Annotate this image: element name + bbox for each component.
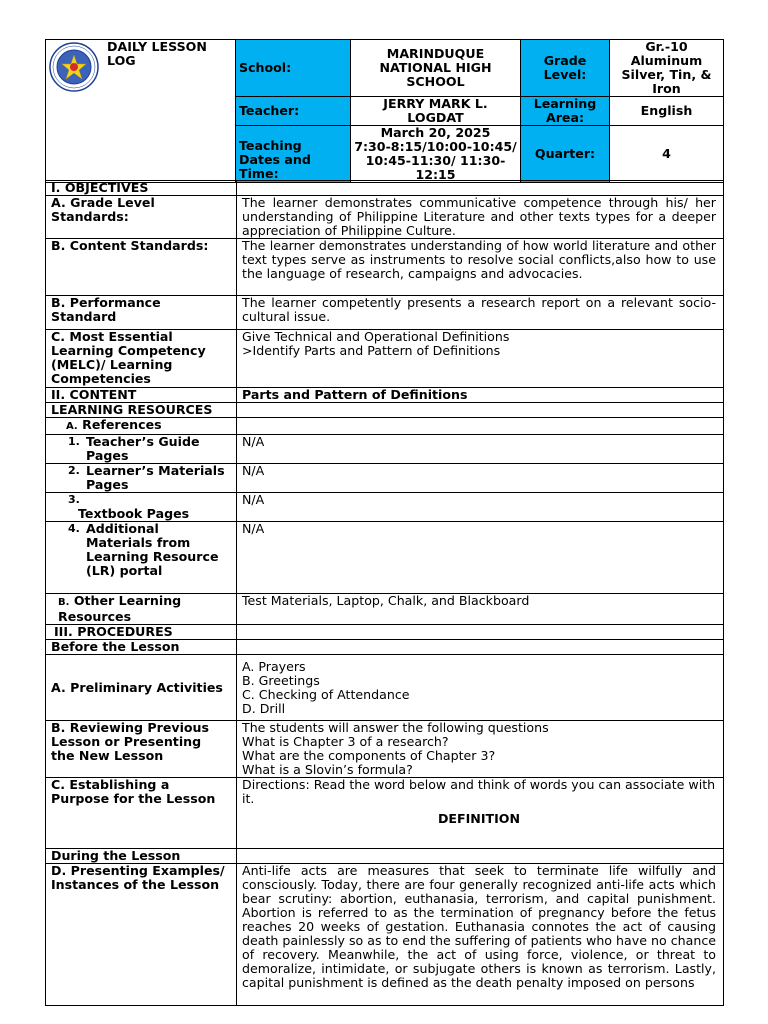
ref-item-3-label-cell [46,493,237,522]
ref-item-4-value: N/A [237,522,724,594]
school-label: School: [236,40,351,97]
examples-label: D. Presenting Examples/ Instances of the Lesson [46,864,237,1006]
references-label: References [82,417,162,432]
lesson-table [45,180,724,1006]
content-heading: II. CONTENT [46,388,237,403]
resources-heading: LEARNING RESOURCES [46,403,237,418]
grade-standards-label: A. Grade Level Standards: [46,196,237,239]
ref-item-2-label-cell [46,464,237,493]
during-lesson-label: During the Lesson [46,849,237,864]
purpose-cell [237,778,724,849]
melc-cell [237,330,724,388]
preliminary-item: A. Prayers [242,658,306,674]
content-value: Parts and Pattern of Definitions [237,388,724,403]
before-lesson-label: Before the Lesson [46,640,237,655]
melc-line-1: Give Technical and Operational Definitions [242,329,510,344]
examples-text: Anti-life acts are measures that seek to terminate life wilfully and consciously. Today, there are four generally recognized anti-life acts which bear scrutiny: abortion, euthanasia, terrorism, and capital punishment. Abortion is referred to as the termination of pregnancy before the fetus reaches 20 weeks of gestation. Euthanasia connotes the act of causing death painlessly so as to end the suffering of patients who have no chance of recovery. Meanwhile, the act of using force, violence, or threat to demoralize, intimidate, or subjugate others is known as terrorism. Lastly, capital punishment is defined as the death penalty imposed on persons [237,864,724,1006]
grade-standards-text: The learner demonstrates communicative competence through his/ her understanding of Philippine Literature and other texts types for a deeper appreciation of Philippine Culture. [237,196,724,239]
preliminary-label: A. Preliminary Activities [46,655,237,721]
ref-item-1-label: Teacher’s Guide Pages [86,434,200,463]
dates-value-date: March 20, 2025 [380,125,491,140]
doc-title: DAILY LESSON LOG [107,39,207,68]
ref-item-3-label: Textbook Pages [78,506,190,521]
ref-item-4-label: Additional Materials from Learning Resource (LR) portal [86,521,219,578]
review-item: The students will answer the following questions [242,720,549,735]
ref-item-1-num: 1. [68,435,80,448]
other-resources-value: Test Materials, Laptop, Chalk, and Blackboard [237,594,724,625]
preliminary-item: C. Checking of Attendance [242,686,410,702]
ref-item-3-value: N/A [237,493,724,522]
other-resources-label: Other Learning Resources [58,593,182,624]
dates-value-cell [351,126,521,183]
ref-item-1-value: N/A [237,435,724,464]
header-table [45,39,724,183]
teacher-label: Teacher: [236,97,351,126]
other-resources-letter: B. [58,597,70,608]
ref-item-2-label: Learner’s Materials Pages [86,463,225,492]
quarter-value: 4 [610,126,724,183]
references-label-cell [46,418,237,435]
review-list [237,721,724,778]
area-value: English [610,97,724,126]
grade-label: Grade Level: [521,40,610,97]
performance-standard-label: B. Performance Standard [46,296,237,330]
grade-value: Gr.-10 Aluminum Silver, Tin, & Iron [610,40,724,97]
review-label: B. Reviewing Previous Lesson or Presenting the New Lesson [46,721,237,778]
ref-item-1-label-cell [46,435,237,464]
dates-value-time: 7:30-8:15/10:00-10:45/ 10:45-11:30/ 11:30-12:15 [354,139,517,182]
performance-standard-text: The learner competently presents a research report on a relevant socio-cultural issue. [237,296,724,330]
content-standards-label: B. Content Standards: [46,239,237,296]
logo-cell [46,40,236,183]
melc-label: C. Most Essential Learning Competency (MELC)/ Learning Competencies [46,330,237,388]
ref-item-2-value: N/A [237,464,724,493]
references-letter: A. [66,421,78,432]
dates-label-cell [236,126,351,183]
preliminary-item: B. Greetings [242,672,320,688]
quarter-label: Quarter: [521,126,610,183]
procedures-heading: III. PROCEDURES [46,625,237,640]
dates-label: Teaching Dates and Time: [239,138,311,181]
objectives-heading: I. OBJECTIVES [46,181,237,196]
preliminary-list [237,655,724,721]
school-value: MARINDUQUE NATIONAL HIGH SCHOOL [351,40,521,97]
ref-item-2-num: 2. [68,464,80,477]
ref-item-3-num: 3. [68,493,80,506]
ref-item-4-label-cell [46,522,237,594]
review-item: What are the components of Chapter 3? [242,748,496,763]
area-label: Learning Area: [521,97,610,126]
teacher-value: JERRY MARK L. LOGDAT [351,97,521,126]
other-resources-label-cell [46,594,237,625]
ref-item-4-num: 4. [68,522,80,535]
melc-line-2: >Identify Parts and Pattern of Definitions [242,343,501,358]
content-standards-text: The learner demonstrates understanding of how world literature and other text types serve as instruments to resolve social conflicts,also how to use the language of research, campaigns and advocacies. [237,239,724,296]
review-item: What is a Slovin’s formula? [242,762,413,777]
preliminary-item: D. Drill [242,700,286,716]
deped-seal-icon [49,42,99,92]
purpose-label: C. Establishing a Purpose for the Lesson [46,778,237,849]
purpose-word: DEFINITION [437,811,521,826]
review-item: What is Chapter 3 of a research? [242,734,449,749]
purpose-text: Directions: Read the word below and think of words you can associate with it. [242,777,716,806]
